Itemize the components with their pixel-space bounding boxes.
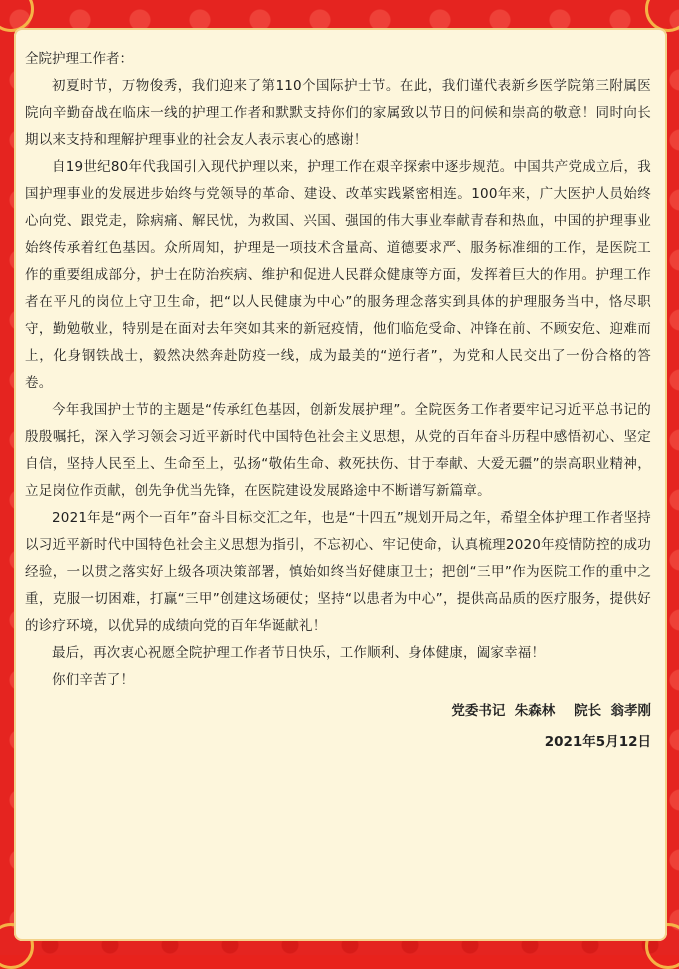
letter-paragraph-3: 今年我国护士节的主题是“传承红色基因，创新发展护理”。全院医务工作者要牢记习近平总书记的殷殷嘱托，深入学习领会习近平新时代中国特色社会主义思想，从党的百年奋斗历程中感悟初心、坚定自信，坚持人民至上、生命至上，弘扬“敬佑生命、救死扶伤、甘于奉献、大爱无疆”的崇高职业精神，立足岗位作贡献，创先争优当先锋，在医院建设发展路途中不断谱写新篇章。 xyxy=(25,402,651,499)
letter-paper xyxy=(14,28,667,941)
letter-date: 2021年5月12日 xyxy=(544,734,651,750)
letter-paragraph-1: 初夏时节，万物俊秀，我们迎来了第110个国际护士节。在此，我们谨代表新乡医学院第三附属医院向辛勤奋战在临床一线的护理工作者和默默支持你们的家属致以节日的问候和崇高的敬意！同时向长期以来支持和理解护理事业的社会友人表示衷心的感谢！ xyxy=(25,78,651,148)
letter-paragraph-4: 2021年是“两个一百年”奋斗目标交汇之年，也是“十四五”规划开局之年，希望全体护理工作者坚持以习近平新时代中国特色社会主义思想为指引，不忘初心、牢记使命，认真梳理2020年疫情防控的成功经验，一以贯之落实好上级各项决策部署，慎始如终当好健康卫士；把创“三甲”作为医院工作的重中之重，克服一切困难，打赢“三甲”创建这场硬仗；坚持“以患者为中心”，提供高品质的医疗服务，提供好的诊疗环境，以优异的成绩向党的百年华诞献礼！ xyxy=(25,510,651,634)
letter-paragraph-6: 你们辛苦了！ xyxy=(52,672,135,688)
letter-signature: 党委书记 朱森林 院长 翁孝刚 xyxy=(451,703,651,719)
letter-paragraph-2: 自19世纪80年代我国引入现代护理以来，护理工作在艰辛探索中逐步规范。中国共产党成立后，我国护理事业的发展进步始终与党领导的革命、建设、改革实践紧密相连。100年来，广大医护人员始终心向党、跟党走，除病痛、解民忧，为救国、兴国、强国的伟大事业奉献青春和热血，中国的护理事业始终传承着红色基因。众所周知，护理是一项技术含量高、道德要求严、服务标准细的工作，是医院工作的重要组成部分，护士在防治疾病、维护和促进人民群众健康等方面，发挥着巨大的作用。护理工作者在平凡的岗位上守卫生命，把“以人民健康为中心”的服务理念落实到具体的护理服务当中，恪尽职守，勤勉敬业，特别是在面对去年突如其来的新冠疫情，他们临危受命、冲锋在前、不顾安危、迎难而上，化身钢铁战士，毅然决然奔赴防疫一线，成为最美的“逆行者”，为党和人民交出了一份合格的答卷。 xyxy=(25,159,651,391)
letter-salutation: 全院护理工作者： xyxy=(25,51,133,67)
letter-paragraph-5: 最后，再次衷心祝愿全院护理工作者节日快乐，工作顺利、身体健康，阖家幸福！ xyxy=(52,645,546,661)
